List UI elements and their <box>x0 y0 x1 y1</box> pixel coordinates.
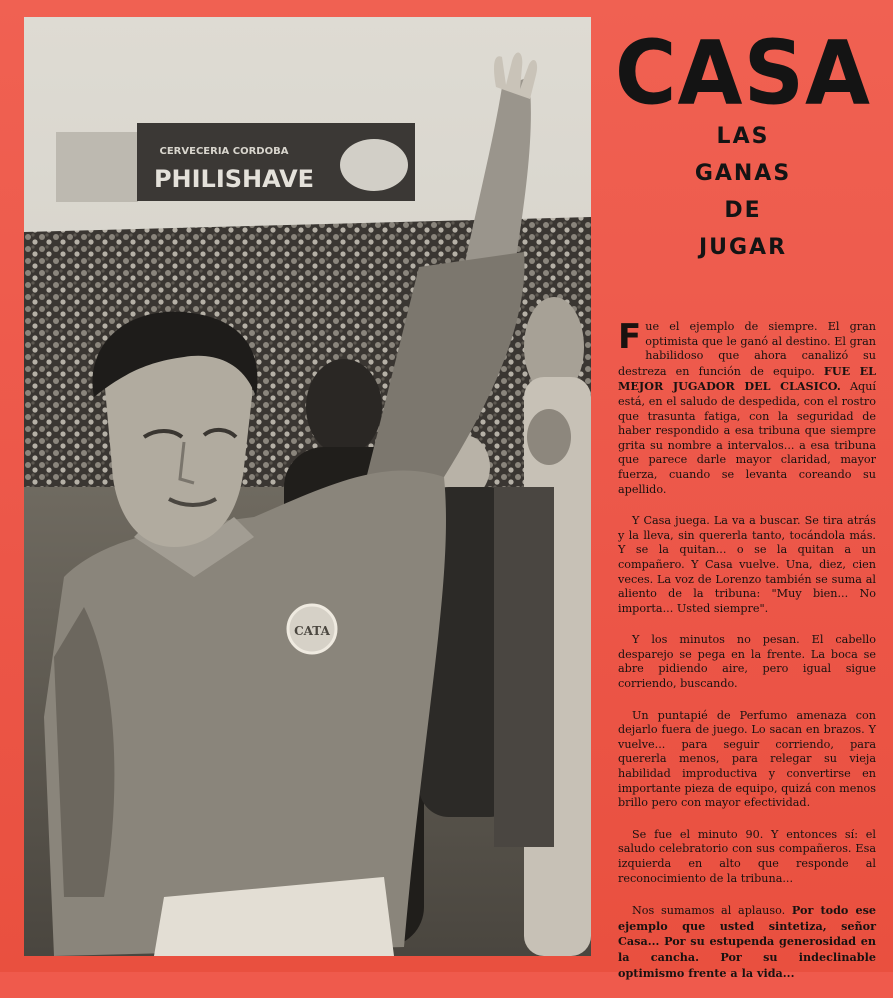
badge-text: CATA <box>294 624 330 638</box>
paragraph-2: Y Casa juega. La va a buscar. Se tira atrás y la lleva, sin quererla tanto, tocándola más. Y se la quitan... o se la quitan a un compañero. Y Casa vuelve. Una, diez, cien veces. La voz de Lorenzo también se suma al aliento de la tribuna: "Muy bien... No importa... Usted siempre". <box>618 514 876 615</box>
banner-text-1: CERVECERIA CORDOBA <box>159 146 289 157</box>
player-photo <box>24 17 591 956</box>
banner-text-2: PHILISHAVE <box>153 165 315 193</box>
headline-line-1: LAS <box>716 124 770 149</box>
paragraph-4: Un puntapié de Perfumo amenaza con dejarlo fuera de juego. Lo sacan en brazos. Y vuelve... para seguir corriendo, para quererla menos, para relegar su vieja habilidad improductiva y convertirse en importante pieza de equipo, quizá con menos brillo pero con mayor efectividad. <box>618 708 876 810</box>
headline-line-2: GANAS <box>694 161 792 186</box>
drop-cap: F <box>618 317 642 357</box>
article-body <box>618 317 876 998</box>
headline-line-4: JUGAR <box>698 235 788 260</box>
paragraph-5: Se fue el minuto 90. Y entonces sí: el saludo celebratorio con sus compañeros. Esa izquierda en alto que responde al reconocimiento de la tribuna... <box>618 827 876 885</box>
paragraph-6: Nos sumamos al aplauso. Por todo ese ejemplo que usted sintetiza, señor Casa... Por su estupenda generosidad en la cancha. Por su indeclinable optimismo frente a la vida... <box>618 903 876 980</box>
photo-illustration <box>24 17 591 956</box>
headline-block <box>600 21 886 266</box>
headline-main: CASA <box>614 21 872 125</box>
headline-line-3: DE <box>724 198 762 223</box>
teammate-head <box>306 359 382 455</box>
paragraph-1: Fue el ejemplo de siempre. El gran optimista que le ganó al destino. El gran habilidoso que ahora canalizó su destreza en función de equipo. FUE EL MEJOR JUGADOR DEL CLASICO. Aquí está, en el saludo de despedida, con el rostro que trasunta fatiga, con la seguridad de haber respondido a esa tribuna que siempre grita su nombre a intervalos... a esa tribuna que parece darle mayor claridad, mayor fuerza, cuando se levanta coreando su apellido. <box>618 317 876 496</box>
banner-left <box>56 132 138 202</box>
paragraph-3: Y los minutos no pesan. El cabello desparejo se pega en la frente. La boca se abre pidiendo aire, pero igual sigue corriendo, buscando. <box>618 633 876 691</box>
